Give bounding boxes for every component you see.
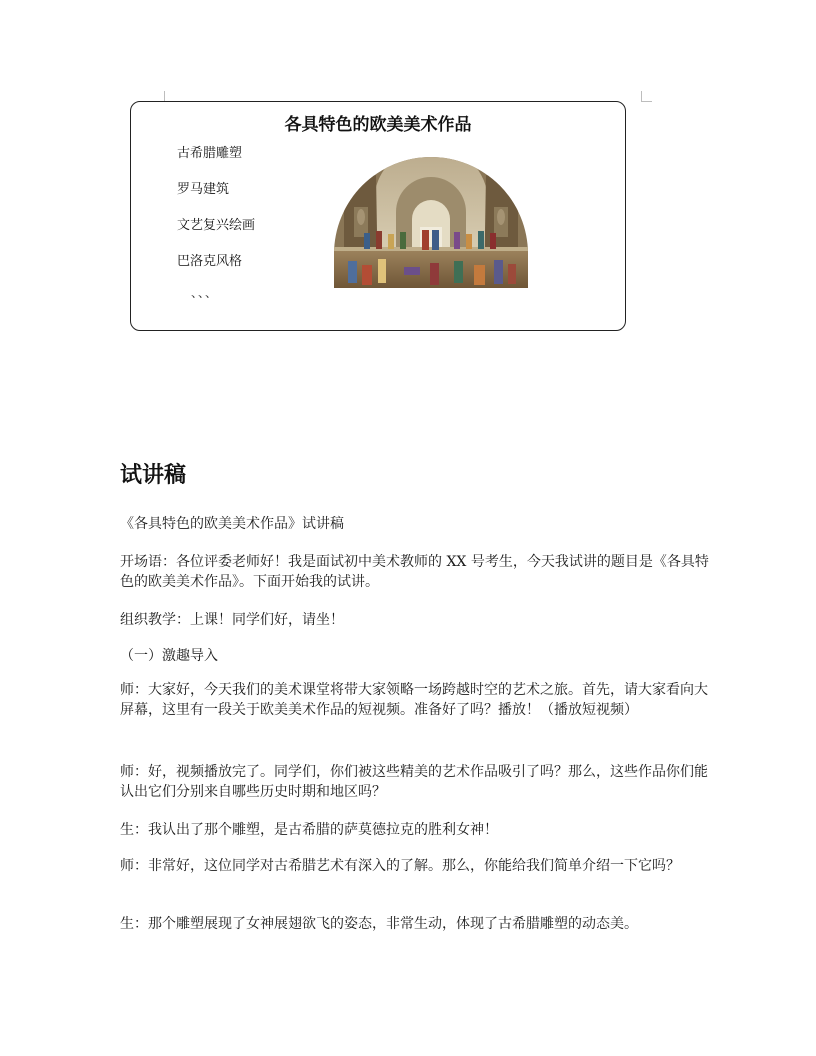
crop-mark-top-right [641,91,652,102]
paragraph-organize-teaching: 组织教学：上课！同学们好，请坐！ [120,612,344,628]
board-item-baroque-style: 巴洛克风格 [177,254,243,269]
paragraph-teacher-3: 师：非常好，这位同学对古希腊艺术有深入的了解。那么，你能给我们简单介绍一下它吗？ [120,858,680,874]
paragraph-title: 《各具特色的欧美美术作品》试讲稿 [120,516,344,532]
paragraph-student-2: 生：那个雕塑展现了女神展翅欲飞的姿态，非常生动，体现了古希腊雕塑的动态美。 [120,916,638,932]
blackboard-design-box [130,101,626,331]
board-item-renaissance-painting: 文艺复兴绘画 [177,218,256,233]
paragraph-opening: 开场语：各位评委老师好！我是面试初中美术教师的 XX 号考生，今天我试讲的题目是《各具特色的欧美美术作品》。下面开始我的试讲。 [120,554,709,590]
paragraph-teacher-1: 师：大家好，今天我们的美术课堂将带大家领略一场跨越时空的艺术之旅。首先，请大家看向大屏幕，这里有一段关于欧美美术作品的短视频。准备好了吗？播放！（播放短视频） [120,682,708,718]
document-heading: 试讲稿 [120,463,187,488]
paragraph-student-1: 生：我认出了那个雕塑，是古希腊的萨莫德拉克的胜利女神！ [120,822,498,838]
board-item-roman-architecture: 罗马建筑 [177,182,230,197]
board-list [177,144,255,288]
board-item-greek-sculpture: 古希腊雕塑 [177,146,243,161]
board-title: 各具特色的欧美美术作品 [284,115,472,135]
school-of-athens-painting [334,157,528,288]
paragraph-section-intro: （一）激趣导入 [120,648,218,664]
paragraph-teacher-2: 师：好，视频播放完了。同学们，你们被这些精美的艺术作品吸引了吗？那么，这些作品你们能认出它们分别来自哪些历史时期和地区吗？ [120,764,708,800]
board-more-ellipsis: 、、、 [191,286,219,300]
